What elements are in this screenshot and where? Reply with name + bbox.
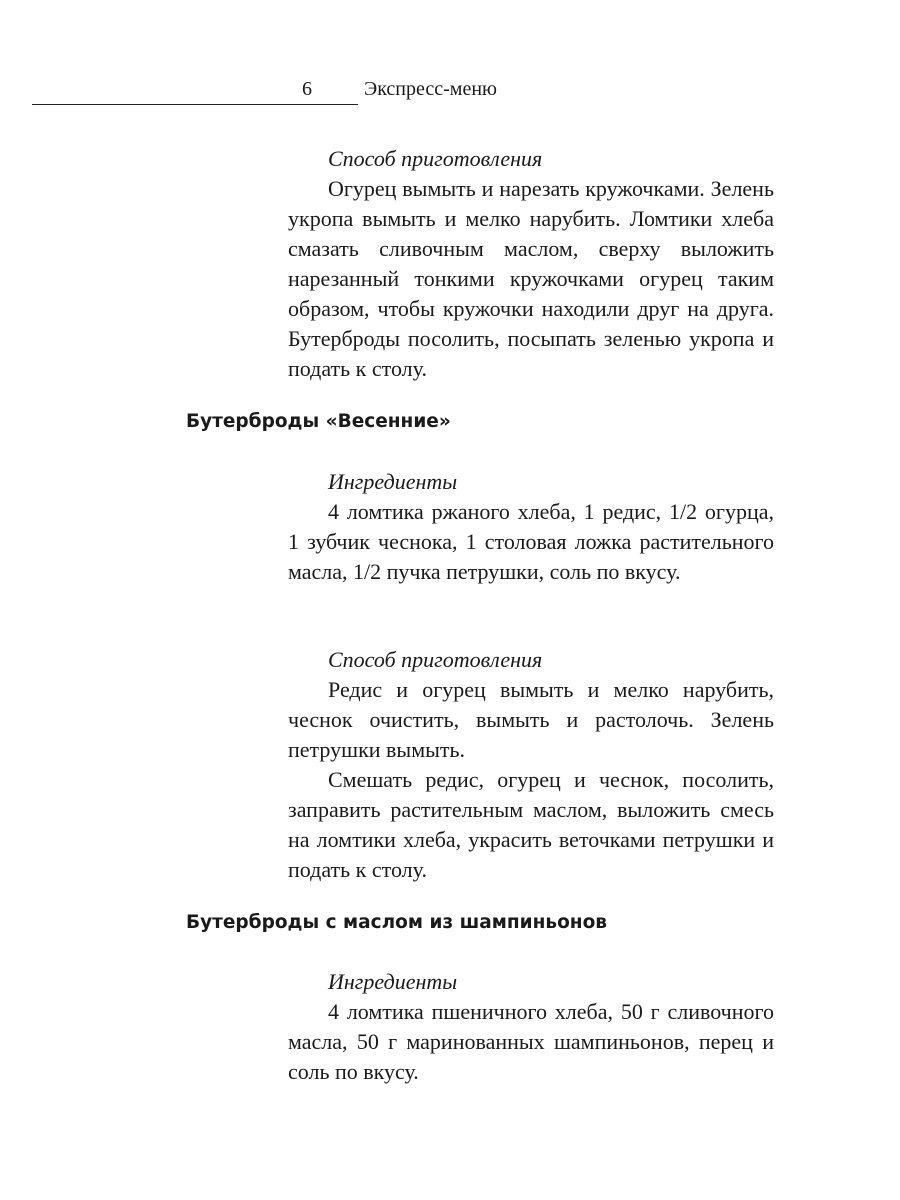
method-text: Огурец вымыть и нарезать кружочками. Зелень укропа вымыть и мелко нарубить. Ломтики хлеба смазать сливочным маслом, сверху выложить нарезанный тонкими кружочками огурец таким образом, чтобы кружочки находили друг на друга. Бутерброды посолить, посыпать зеленью укропа и подать к столу. [288,176,774,381]
recipe2-method [288,645,774,885]
running-title: Экспресс-меню [364,78,497,100]
recipe-title: Бутерброды с маслом из шампиньонов [186,912,607,933]
method-text: Смешать редис, огурец и чеснок, посолить, заправить растительным маслом, выложить смесь на ломтики хлеба, украсить веточками петрушки и подать к столу. [288,767,774,882]
method-heading: Способ приготовления [328,647,543,672]
header-rule [32,104,358,105]
ingredients-text: 4 ломтика пшеничного хлеба, 50 г сливочного масла, 50 г маринованных шампиньонов, перец и соль по вкусу. [288,999,774,1084]
method-text: Редис и огурец вымыть и мелко нарубить, чеснок очистить, вымыть и растолочь. Зелень петрушки вымыть. [288,677,774,762]
ingredients-heading: Ингредиенты [328,469,458,494]
recipe3-ingredients [288,967,774,1087]
recipe-title: Бутерброды «Весенние» [186,411,451,432]
page-number: 6 [302,78,312,100]
section1-method [288,144,774,384]
ingredients-text: 4 ломтика ржаного хлеба, 1 редис, 1/2 огурца, 1 зубчик чеснока, 1 столовая ложка растительного масла, 1/2 пучка петрушки, соль по вкусу. [288,499,774,584]
recipe2-ingredients [288,467,774,587]
ingredients-heading: Ингредиенты [328,969,458,994]
page-header [0,74,900,114]
method-heading: Способ приготовления [328,146,543,171]
